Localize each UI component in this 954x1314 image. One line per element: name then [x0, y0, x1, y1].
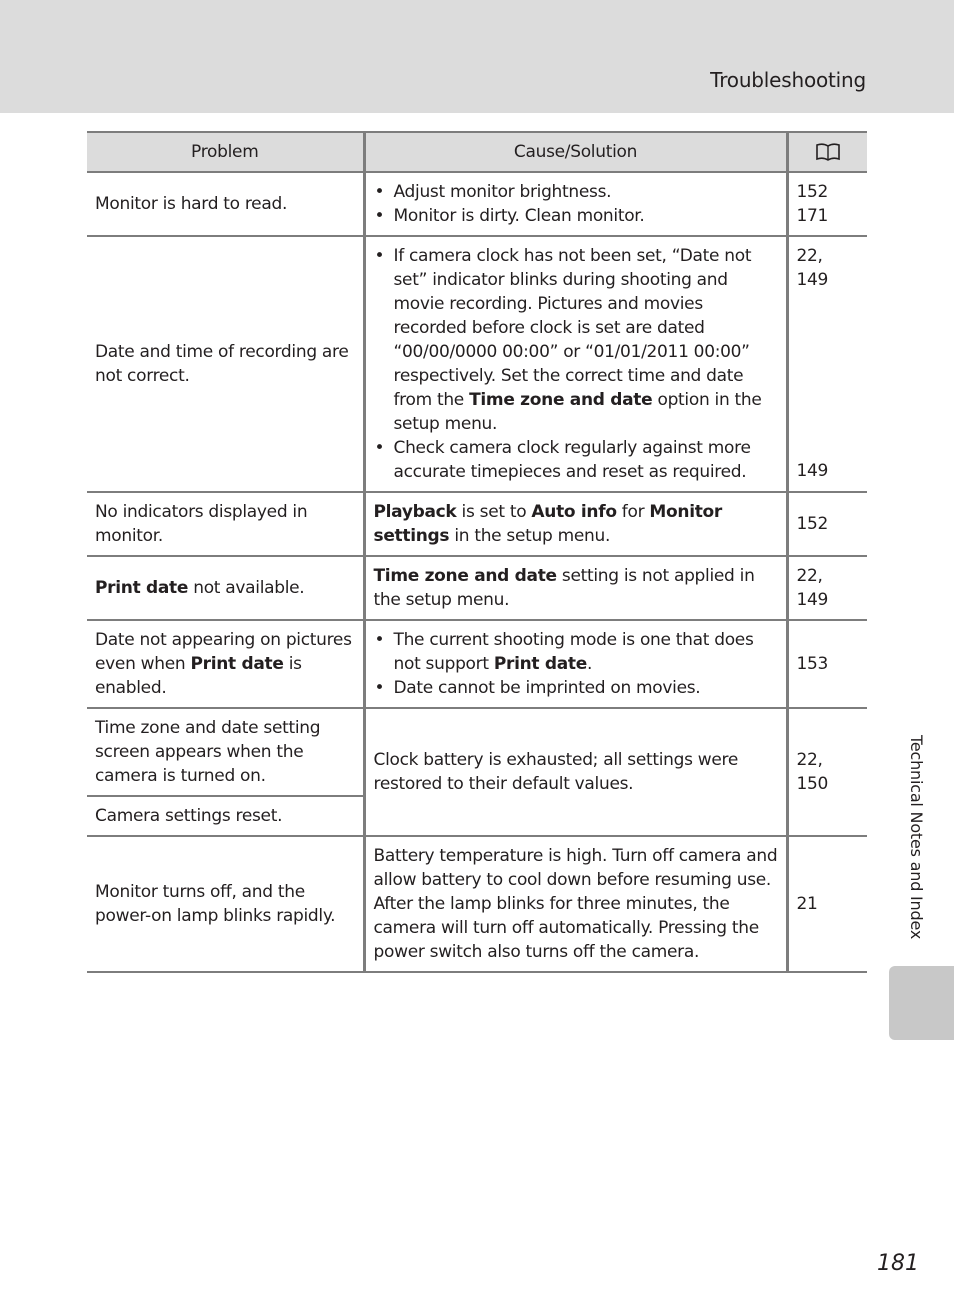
cause-text: option in the setup menu. — [393, 390, 762, 434]
cause-cell — [364, 172, 787, 236]
header-band — [0, 0, 954, 113]
column-header-cause: Cause/Solution — [364, 132, 787, 172]
cause-item: • Adjust monitor brightness. — [374, 180, 778, 204]
cause-text: in the setup menu. — [449, 526, 611, 546]
table-header-row — [87, 132, 867, 172]
reference-cell — [787, 236, 867, 492]
page-reference: 22, 149 — [796, 246, 829, 290]
column-header-problem: Problem — [87, 132, 364, 172]
cause-text: setting is not applied in the setup menu. — [373, 566, 755, 610]
page-reference: 152 — [796, 182, 829, 202]
cause-cell — [364, 620, 787, 708]
cause-item: • Check camera clock regularly against more accurate timepieces and reset as required. — [374, 436, 778, 484]
problem-text: is enabled. — [95, 654, 302, 698]
cause-cell: Clock battery is exhausted; all settings were restored to their default values. — [364, 708, 787, 836]
page-reference: 149 — [796, 461, 829, 481]
reference-cell: 153 — [787, 620, 867, 708]
cause-cell — [364, 492, 787, 556]
reference-cell — [787, 172, 867, 236]
book-icon — [815, 142, 841, 162]
table-row — [87, 836, 867, 972]
cause-item — [374, 628, 778, 676]
troubleshooting-table — [87, 131, 867, 973]
reference-cell: 152 — [787, 492, 867, 556]
menu-option-name: Playback — [373, 502, 457, 522]
cause-item: • Monitor is dirty. Clean monitor. — [374, 204, 778, 228]
reference-cell: 22, 150 — [787, 708, 867, 836]
menu-option-name: Print date — [95, 578, 189, 598]
cause-cell: Battery temperature is high. Turn off camera and allow battery to cool down before resuming use. After the lamp blinks for three minutes, the camera will turn off automatically. Pressing the power switch also turns off the camera. — [364, 836, 787, 972]
cause-text: is set to — [456, 502, 532, 522]
cause-item: • Date cannot be imprinted on movies. — [374, 676, 778, 700]
menu-option-name: Time zone and date — [469, 390, 653, 410]
side-tab — [889, 966, 954, 1040]
table-row — [87, 620, 867, 708]
problem-text: not available. — [188, 578, 305, 598]
side-section-label: Technical Notes and Index — [907, 735, 926, 940]
menu-option-name: Auto info — [531, 502, 617, 522]
table-row — [87, 172, 867, 236]
problem-cell: Monitor turns off, and the power-on lamp blinks rapidly. — [87, 836, 364, 972]
menu-option-name: Print date — [493, 654, 587, 674]
table-row — [87, 708, 867, 796]
cause-cell — [364, 236, 787, 492]
reference-cell: 21 — [787, 836, 867, 972]
problem-cell — [87, 556, 364, 620]
problem-cell: Camera settings reset. — [87, 796, 364, 836]
page-number: 181 — [877, 1251, 919, 1276]
table-row — [87, 492, 867, 556]
menu-option-name: Time zone and date — [373, 566, 557, 586]
problem-cell: Monitor is hard to read. — [87, 172, 364, 236]
section-title: Troubleshooting — [710, 68, 866, 92]
cause-text: . — [586, 654, 593, 674]
cause-text: The current shooting mode is one that does not support — [393, 630, 754, 674]
cause-item — [374, 244, 778, 436]
problem-text: Date not appearing on pictures even when — [95, 630, 352, 674]
page-reference: 171 — [796, 206, 829, 226]
problem-cell — [87, 620, 364, 708]
table-row — [87, 236, 867, 492]
menu-option-name: Print date — [190, 654, 284, 674]
column-header-reference — [787, 132, 867, 172]
cause-text: for — [616, 502, 650, 522]
problem-cell: Time zone and date setting screen appears when the camera is turned on. — [87, 708, 364, 796]
table-row — [87, 556, 867, 620]
cause-cell — [364, 556, 787, 620]
menu-option-name: Monitor settings — [373, 502, 723, 546]
reference-cell: 22, 149 — [787, 556, 867, 620]
problem-cell: Date and time of recording are not correct. — [87, 236, 364, 492]
problem-cell: No indicators displayed in monitor. — [87, 492, 364, 556]
cause-text: If camera clock has not been set, “Date not set” indicator blinks during shooting and movie recording. Pictures and movies recorded before clock is set are dated “00/00/0000 00:00” or “01/01/2011 00:00” respectively. Set the correct time and date from the — [393, 246, 752, 410]
